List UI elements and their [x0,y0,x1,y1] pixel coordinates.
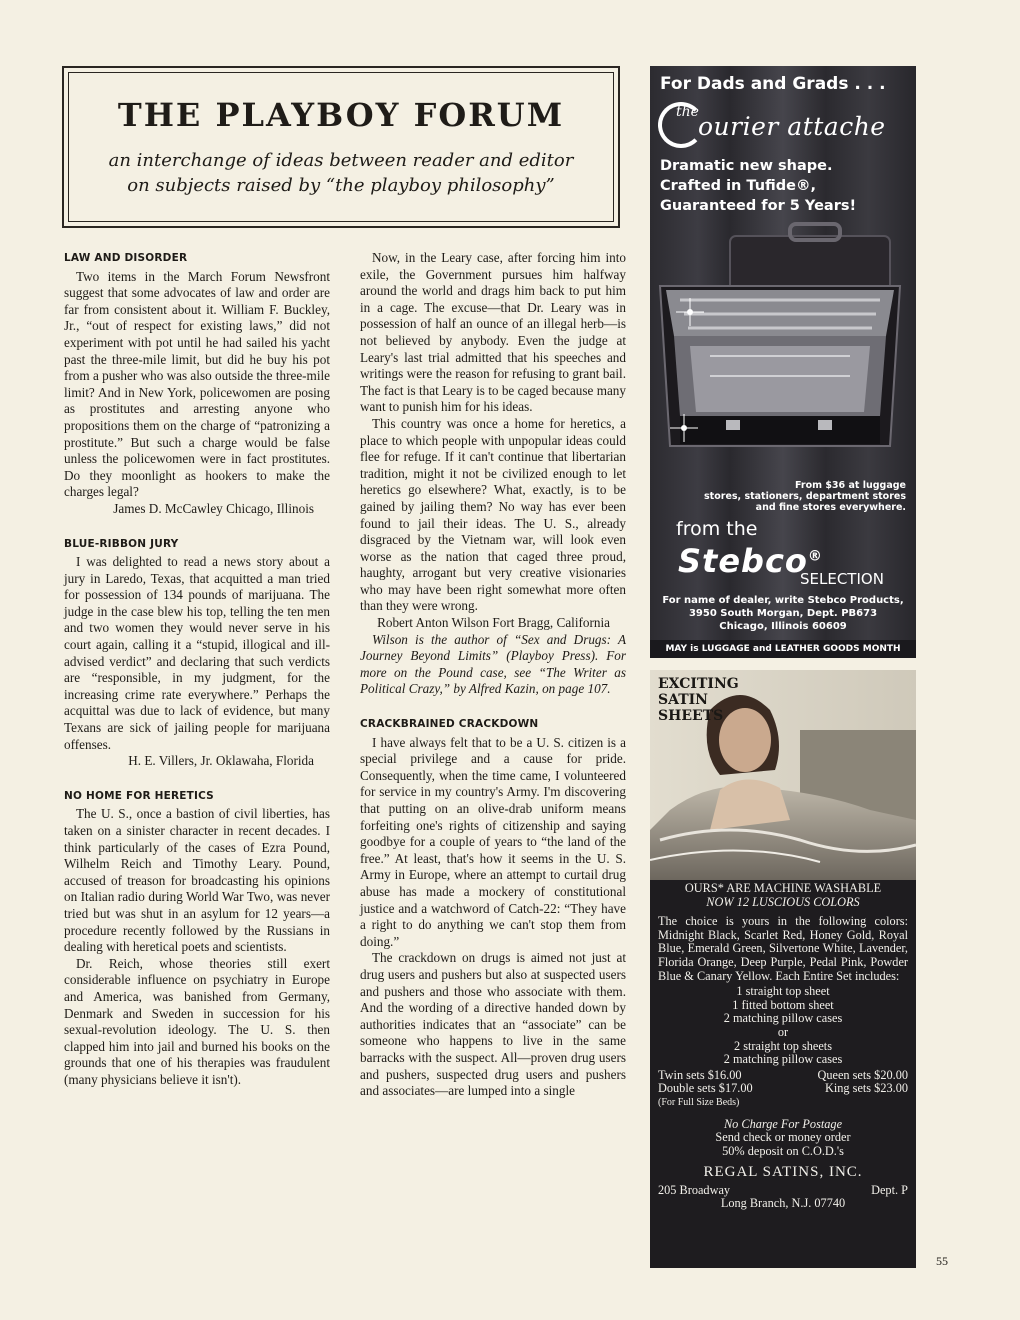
price-queen: Queen sets $20.00 [817,1067,908,1082]
set-item: 1 fitted bottom sheet [732,997,834,1012]
dealer-line: Chicago, Illinois 60609 [719,621,847,632]
price-twin: Twin sets $16.00 [658,1067,742,1082]
letter-paragraph: I have always felt that to be a U. S. citizen is a special privilege and a cause for pride. Consequently, when the time came, I volunteered for service in my country's Army. I'm discovering that putting on an olive-drab uniform means forfeiting one's rights of citizenship and saying goodbye for a couple of years to “the land of the free.” At least, that's how it seems in the U. S. Army in Europe, where an attempt to curtail drug abuse has made a mockery of constitutional justice and a watchword of Catch-22: “They have a right to do anything we can't stop them from doing.” [360,734,626,949]
article-column-1 [64,250,330,1089]
editor-note: Wilson is the author of “Sex and Drugs: A Journey Beyond Limits” (Playboy Press). For more on the Pound case, see “The Writer as Political Crazy,” by Alfred Kazin, on page 107. [360,631,626,697]
set-item: 2 straight top sheets [733,1038,833,1053]
forum-header-box [62,66,620,228]
set-contents [650,985,916,1067]
subtitle-line-1: an interchange of ideas between reader and editor [108,150,574,171]
dealer-line: For name of dealer, write Stebco Products, [662,595,904,606]
brand-name: Stebco [678,542,808,580]
colors-intro: The choice is yours in the following colors: Midnight Black, Scarlet Red, Honey Gold, Royal Blue, Emerald Green, Silvertone White, Lavender, Florida Orange, Deep Purple, Pedal Pink, Powder Blue & Canary Yellow. Each Entire Set includes: [658,914,908,983]
dealer-info [650,594,916,633]
street-address: 205 Broadway [658,1182,731,1197]
set-item: 1 straight top sheet [736,984,830,999]
headline-line: SATIN [658,692,708,708]
letter-paragraph: The U. S., once a bastion of civil liberties, has taken on a sinister character in recent decades. I think particularly of the cases of Ezra Pound, Wilhelm Reich and Timothy Leary. Pound, accused of treason for broadcasting his opinions on Italian radio during World War Two, was never tried but was shut in an asylum for 12 years—a procedure recently followed by the Russians in dealing with heretical poets and scientists. [64,806,330,955]
letter-location: Oklawaha, Florida [215,753,314,769]
courier-attache-ad [650,66,916,658]
letter-author: Robert Anton Wilson [377,615,490,631]
set-item: 2 matching pillow cases [723,1011,843,1026]
retail-info [686,480,906,513]
courier-logo [658,102,910,150]
letter-author: James D. McCawley [113,500,223,516]
from-the-label: from the [676,518,758,540]
letter-author: H. E. Villers, Jr. [128,753,213,769]
retail-line: From $36 at luggage [795,480,906,491]
letter-body: Two items in the March Forum Newsfront suggest that some advocates of law and order are far from consistent about it. William F. Buckley, Jr., “out of respect for existing laws,” did not experiment with pot until he had sailed his yacht past the three-mile limit, but did he buy his pot from a pusher who was also outside the three-mile limit? And in New York, policewomen are posing as prostitutes and arresting anyone who propositions them on the charge of “patronizing a prostitute.” But such a charge would be false unless the policewomen were in fact prostitutes. Do they moonlight as hookers to make the charges legal? [64,268,330,500]
price-double: Double sets $17.00 [658,1081,753,1096]
letter-signature [64,753,330,770]
set-or: or [777,1024,789,1039]
article-column-2 [360,250,626,1100]
logo-the: the [676,104,699,120]
price-list [658,1069,908,1096]
satin-headline [658,676,739,724]
section-heading-blue-ribbon-jury: BLUE-RIBBON JURY [64,537,179,550]
tagline-line: Dramatic new shape. [660,158,833,174]
section-heading-law-and-disorder: LAW AND DISORDER [64,252,188,264]
letter-signature [64,501,330,518]
section-heading-no-home-for-heretics: NO HOME FOR HERETICS [64,789,214,802]
full-size-note: (For Full Size Beds) [658,1096,740,1108]
letter-paragraph: Now, in the Leary case, after forcing him into exile, the Government pursues him halfway around the world and drags him back to put him in a cage. The excuse—that Dr. Leary was in possession of half an ounce of an illegal herb—is not believed by anybody. Even the judge at Leary's last trial admitted that his speeches and writings were the reason for refusing to grant bail. The fact is that Leary is to be caged because many want to punish him for his ideas. [360,250,626,415]
tagline-line: Crafted in Tufide®, [660,178,817,194]
logo-name: ourier attache [698,112,886,141]
washable-label: OURS* ARE MACHINE WASHABLE [684,881,882,895]
order-line: Send check or money order [715,1130,851,1145]
letter-signature [360,615,626,632]
colors-count-label: NOW 12 LUSCIOUS COLORS [706,894,860,909]
ad-tagline [660,156,856,216]
postage-note: No Charge For Postage [723,1116,843,1131]
set-item: 2 matching pillow cases [723,1052,843,1067]
satin-ad-copy [650,882,916,1211]
retail-line: and fine stores everywhere. [755,502,906,513]
letter-paragraph: This country was once a home for heretics, a place to which people with unpopular ideas could flee for refuge. If it can't continue that libertarian tradition, might it not be civilized enough to let heretics go elsewhere? What, exactly, is to be gained by jailing them? No way has ever been found to jail their ideas. The U. S., already disgraced by the Vietnam war, will look even worse as the nation that caged three proud, haughty, arrogant but very creative visionaries who may have been right somewhat more often than they were wrong. [360,415,626,614]
briefcase-illustration [650,216,916,476]
retail-line: stores, stationers, department stores [704,491,906,502]
section-heading-crackbrained-crackdown: CRACKBRAINED CRACKDOWN [360,718,539,731]
dealer-line: 3950 South Morgan, Dept. PB673 [688,608,878,619]
headline-line: EXCITING [658,676,739,692]
company-address [658,1184,908,1198]
letter-body: I was delighted to read a news story about a jury in Laredo, Texas, that acquitted a man tried for possession of 134 pounds of marijuana. The judge in the case blew his top, telling the ten men and two women they would never serve in his court again, calling it a “stupid, illogical and ill-advised verdict” and declaring that such verdicts are “responsible, in my judgment, for the increasing crime rate everywhere.” Perhaps the acquittal was due to lack of evidence, but many Texans are sick of jailing people for marijuana offenses. [64,554,330,752]
company-name: REGAL SATINS, INC. [703,1164,863,1181]
luggage-month-banner: MAY is LUGGAGE and LEATHER GOODS MONTH [650,640,916,658]
subtitle-line-2: on subjects raised by “the playboy philosophy” [127,175,555,196]
letter-location: Fort Bragg, California [492,615,610,631]
order-line: 50% deposit on C.O.D.'s [722,1143,844,1158]
dept-code: Dept. P [871,1182,908,1197]
stebco-logo: Stebco® [678,542,823,580]
price-king: King sets $23.00 [824,1081,908,1096]
letter-location: Chicago, Illinois [226,500,314,516]
company-city: Long Branch, N.J. 07740 [720,1196,846,1211]
selection-label: SELECTION [800,570,884,588]
page-title: THE PLAYBOY FORUM [117,96,565,134]
page-subtitle [104,148,578,198]
tagline-line: Guaranteed for 5 Years! [660,198,857,214]
satin-sheets-ad [650,670,916,1268]
letter-paragraph: Dr. Reich, whose theories still exert considerable influence on psychiatry in Europe and America, was banished from Germany, Denmark and Sweden in succession for his sexual-revolution ideology. The U. S. then clapped him into jail and burned his books on the grounds that one of his therapies was fraudulent (many physicians believe it isn't). [64,955,330,1087]
letter-paragraph: The crackdown on drugs is aimed not just at drug users and pushers but also at suspected users and pushers and those who associate with them. And the wording of a directive handed down by authorities indicates that an “associate” can be someone who happens to live in the same barracks with the suspect. All—proven drug users and pushers, suspected drug users and pushers and associates—are lumped into a single [360,950,626,1099]
headline-line: SHEETS [658,708,724,724]
ad-headline: For Dads and Grads . . . [660,74,886,94]
page-number: 55 [936,1254,948,1268]
